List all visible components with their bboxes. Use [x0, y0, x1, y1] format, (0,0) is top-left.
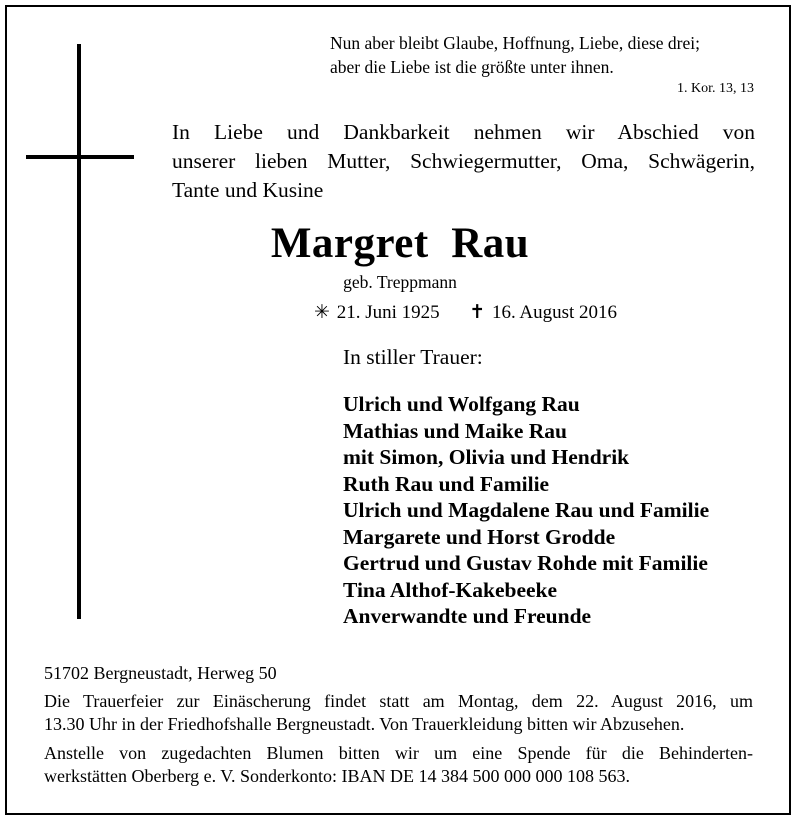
bible-quote	[330, 31, 700, 79]
mourner-entry: Margarete und Horst Grodde	[343, 524, 616, 549]
mourner-entry: Ulrich und Magdalene Rau und Familie	[343, 498, 710, 522]
bible-quote-line-1: Nun aber bleibt Glaube, Hoffnung, Liebe, diese drei;	[330, 33, 700, 53]
family-address: 51702 Bergneustadt, Herweg 50	[44, 663, 277, 683]
deceased-maiden-name: geb. Treppmann	[343, 272, 457, 292]
donation-info	[44, 742, 753, 788]
donation-info-line-2: werkstätten Oberberg e. V. Sonderkonto: IBAN DE 14 384 500 000 000 108 563.	[44, 766, 630, 786]
mourner-entry: Gertrud und Gustav Rohde mit Familie	[343, 551, 708, 575]
death-cross-icon: ✝	[469, 302, 486, 323]
birth-star-icon: ✳	[314, 302, 330, 323]
funeral-info-line-1: Die Trauerfeier zur Einäscherung findet statt am Montag, dem 22. August 2016, um	[44, 691, 753, 711]
cross-icon-vertical	[77, 44, 81, 619]
funeral-info-line-2: 13.30 Uhr in der Friedhofshalle Bergneustadt. Von Trauerkleidung bitten wir Abzusehen.	[44, 714, 685, 734]
mourner-entry: Ulrich und Wolfgang Rau	[343, 392, 580, 416]
mourner-entry: Anverwandte und Freunde	[343, 604, 592, 628]
mourner-entry: mit Simon, Olivia und Hendrik	[343, 445, 630, 469]
mourner-entry: Tina Althof-Kakebeeke	[343, 577, 558, 602]
bible-quote-reference: 1. Kor. 13, 13	[677, 81, 754, 96]
funeral-info	[44, 690, 753, 736]
intro-line-1: In Liebe und Dankbarkeit nehmen wir Abschied von	[172, 120, 755, 144]
mourners-list	[343, 391, 709, 630]
cross-icon-horizontal	[26, 155, 134, 159]
mourner-entry: Ruth Rau und Familie	[343, 471, 550, 496]
life-dates	[312, 301, 617, 324]
mourner-entry: Mathias und Maike Rau	[343, 418, 567, 443]
donation-info-line-1: Anstelle von zugedachten Blumen bitten wir um eine Spende für die Behinderten-	[44, 743, 753, 763]
deceased-name: Margret Rau	[270, 220, 530, 267]
death-date: 16. August 2016	[491, 302, 618, 323]
birth-date: 21. Juni 1925	[336, 302, 440, 323]
intro-line-3: Tante und Kusine	[172, 178, 324, 202]
bible-quote-line-2: aber die Liebe ist die größte unter ihnen.	[330, 57, 614, 77]
mourning-heading: In stiller Trauer:	[343, 345, 483, 369]
intro-line-2: unserer lieben Mutter, Schwiegermutter, Oma, Schwägerin,	[172, 149, 755, 173]
intro-text	[172, 118, 755, 205]
